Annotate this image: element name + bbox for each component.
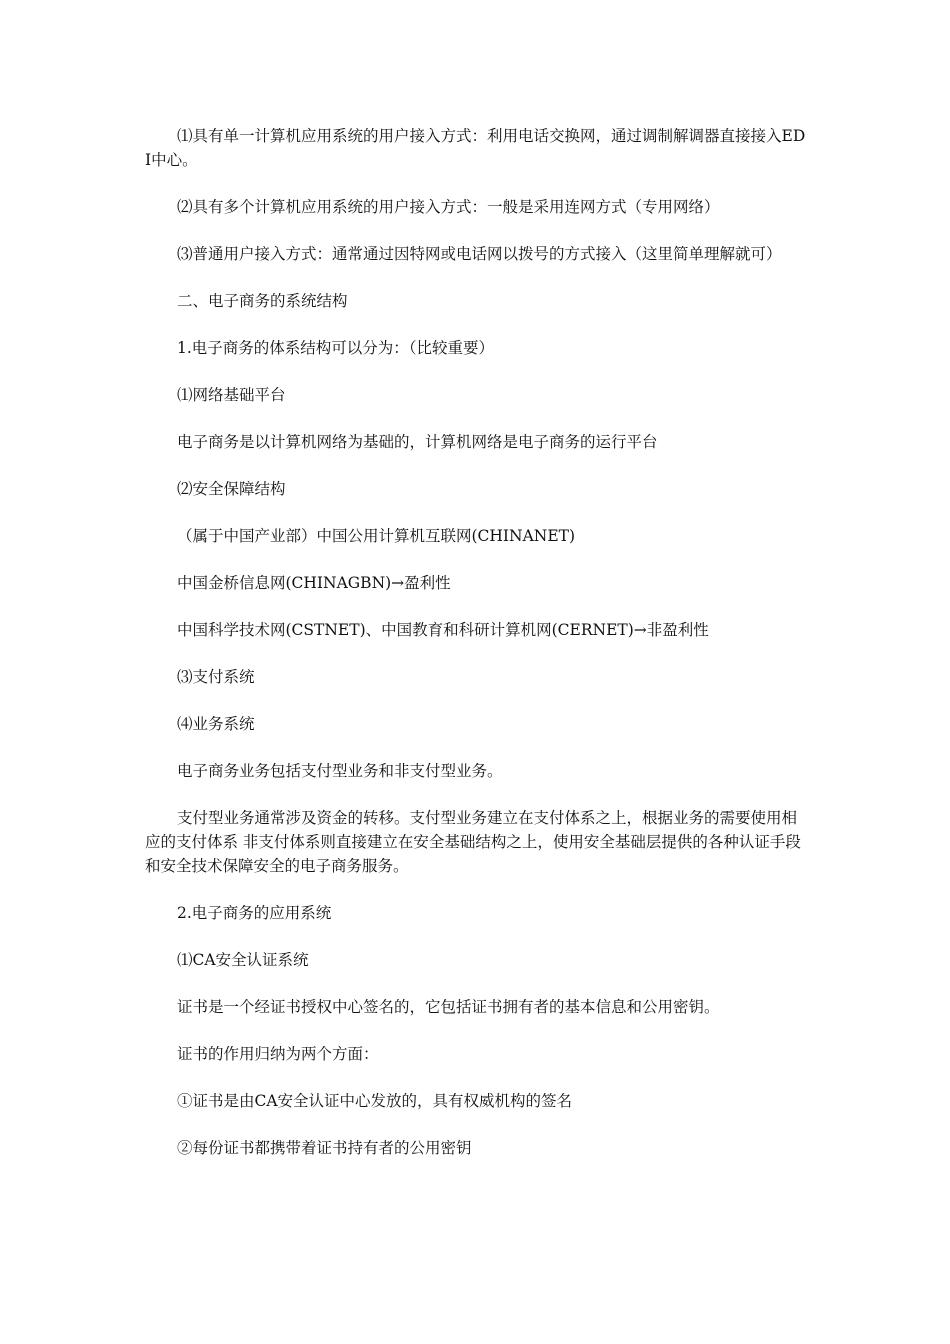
paragraph-certificate-roles: 证书的作用归纳为两个方面： [177,1045,379,1063]
section-heading-system-structure: 二、电子商务的系统结构 [177,292,348,310]
item-payment-system: ⑶支付系统 [177,668,255,686]
paragraph-access-single-system: ⑴具有单一计算机应用系统的用户接入方式：利用电话交换网，通过调制解调器直接接入EDI中心。 [145,127,806,169]
paragraph-certificate-role-2: ②每份证书都携带着证书持有者的公用密钥 [177,1139,472,1157]
paragraph-network-platform-desc: 电子商务是以计算机网络为基础的，计算机网络是电子商务的运行平台 [177,433,658,451]
paragraph-access-multi-system: ⑵具有多个计算机应用系统的用户接入方式：一般是采用连网方式（专用网络） [177,198,720,216]
paragraph-business-types: 电子商务业务包括支付型业务和非支付型业务。 [177,762,503,780]
item-security-structure: ⑵安全保障结构 [177,480,286,498]
paragraph-chinanet: （属于中国产业部）中国公用计算机互联网(CHINANET) [177,527,576,545]
document-page [145,124,810,1183]
paragraph-chinagbn: 中国金桥信息网(CHINAGBN)→盈利性 [177,574,451,592]
paragraph-certificate-definition: 证书是一个经证书授权中心签名的，它包括证书拥有者的基本信息和公用密钥。 [177,998,720,1016]
item-ca-system: ⑴CA安全认证系统 [177,951,309,969]
subheading-application-system: 2.电子商务的应用系统 [177,904,332,922]
item-network-platform: ⑴网络基础平台 [177,386,286,404]
paragraph-cstnet-cernet: 中国科学技术网(CSTNET)、中国教育和科研计算机网(CERNET)→非盈利性 [177,621,709,639]
subheading-architecture: 1.电子商务的体系结构可以分为：（比较重要） [177,339,495,357]
paragraph-access-general-user: ⑶普通用户接入方式：通常通过因特网或电话网以拨号的方式接入（这里简单理解就可） [177,245,782,263]
paragraph-certificate-role-1: ①证书是由CA安全认证中心发放的，具有权威机构的签名 [177,1092,573,1110]
item-business-system: ⑷业务系统 [177,715,255,733]
paragraph-payment-business-desc: 支付型业务通常涉及资金的转移。支付型业务建立在支付体系之上，根据业务的需要使用相应的支付体系 非支付体系则直接建立在安全基础结构之上，使用安全基础层提供的各种认证手段和安全技术保障安全的电子商务服务。 [145,809,801,875]
